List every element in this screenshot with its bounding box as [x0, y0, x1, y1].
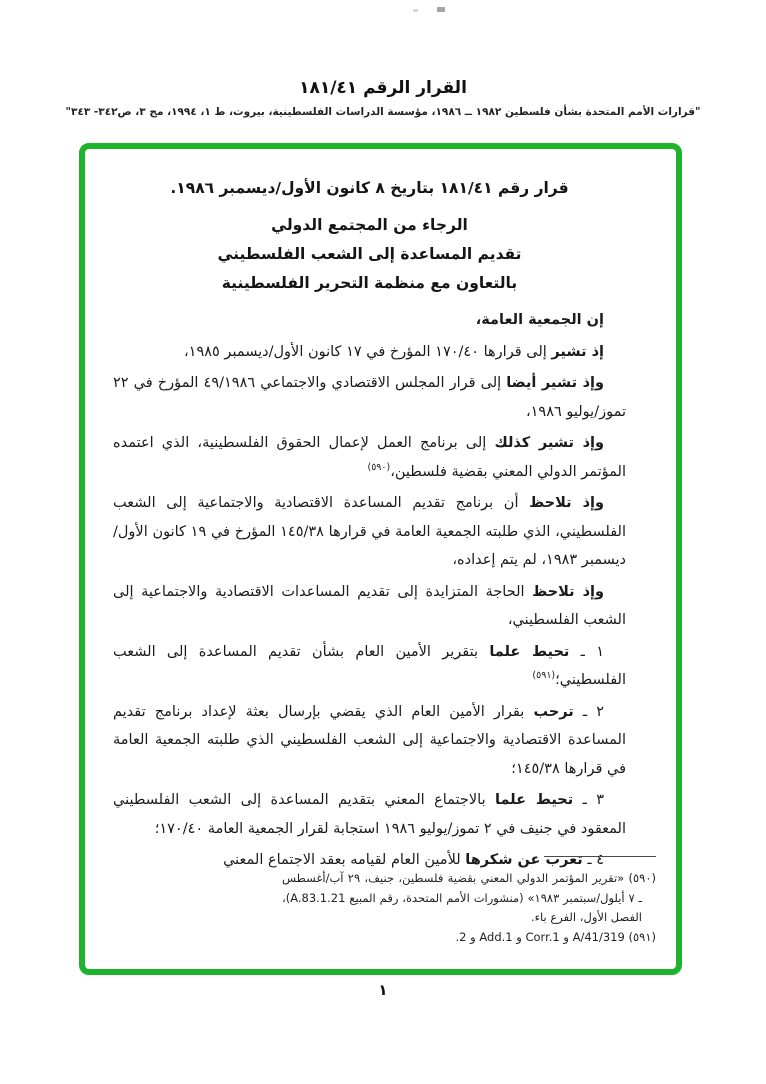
item-number: ٣ ـ [573, 792, 605, 808]
footnote: (٥٩١) A/41/319 و Corr.1 و Add.1 و 2. [455, 929, 656, 944]
item-number: ٢ ـ [573, 703, 604, 720]
footnote: (٥٩٠) «تقرير المؤتمر الدولي المعني بقضية فلسطين، جنيف، ٢٩ آب/أغسطس ـ ٧ أيلول/سبتمبر ١٩٨٣» (منشورات الأمم المتحدة، رقم المبيع A.83.1.21)، الفصل الأول، الفرع باء. [282, 871, 656, 924]
subtitle-line: تقديم المساعدة إلى الشعب الفلسطيني [217, 245, 522, 263]
body-paragraph: ٢ ـ ترحب بقرار الأمين العام الذي يقضي بإرسال بعثة لإعداد برنامج تقديم المساعدة الاقتصادية والاجتماعية إلى الشعب الفلسطيني الذي طلبته الجمعية العامة في قرارها ١٤٥/٣٨؛ [113, 703, 626, 777]
page-title: القرار الرقم ١٨١/٤١ [299, 78, 467, 98]
resolution-body [113, 306, 626, 875]
resolution-document [85, 149, 676, 969]
footnotes-section [282, 856, 656, 947]
body-paragraph: وإذ تشير أيضا إلى قرار المجلس الاقتصادي والاجتماعي ٤٩/١٩٨٦ المؤرخ في ٢٢ تموز/يوليو ١٩٨٦، [113, 375, 626, 420]
body-paragraph: ١ ـ تحيط علما بتقرير الأمين العام بشأن تقديم المساعدة إلى الشعب الفلسطيني؛$^{(٥٩١)}$ [113, 643, 626, 688]
body-paragraph: ٣ ـ تحيط علما بالاجتماع المعني بتقديم المساعدة إلى الشعب الفلسطيني المعقود في جنيف في ٢ تموز/يوليو ١٩٨٦ استجابة لقرار الجمعية العامة ١٧٠/٤٠؛ [113, 792, 626, 837]
body-paragraph: وإذ تلاحظ أن برنامج تقديم المساعدة الاقتصادية والاجتماعية إلى الشعب الفلسطيني، الذي طلبته الجمعية العامة في قرارها ١٤٥/٣٨ المؤرخ في ١٩ كانون الأول/ديسمبر ١٩٨٣، لم يتم إعداده، [113, 495, 626, 568]
footnote-ref: (٥٩٠) [367, 461, 391, 473]
page-number: ١ [378, 981, 388, 999]
body-paragraph: وإذ تشير كذلك إلى برنامج العمل لإعمال الحقوق الفلسطينية، الذي اعتمده المؤتمر الدولي المعني بقضية فلسطين،$^{(٥٩٠)}$ [113, 435, 626, 480]
item-number: ٤ ـ [582, 852, 604, 868]
resolution-box [79, 143, 682, 975]
scan-artifact [437, 7, 445, 12]
body-paragraph: ٤ ـ تعرب عن شكرها للأمين العام لقيامه بعقد الاجتماع المعني [223, 852, 604, 868]
subtitle-line: الرجاء من المجتمع الدولي [271, 216, 468, 234]
source-citation: "قرارات الأمم المتحدة بشأن فلسطين ١٩٨٢ ــ ١٩٨٦، مؤسسة الدراسات الفلسطينية، بيروت، ط ١، ١٩٩٤، مج ٣، ص٣٤٢- ٣٤٣" [65, 106, 701, 118]
footnote-ref: (٥٩١) [532, 670, 556, 682]
subtitle-line: بالتعاون مع منظمة التحرير الفلسطينية [221, 274, 518, 292]
body-paragraph: إن الجمعية العامة، [475, 312, 604, 328]
body-paragraph: إذ تشير إلى قرارها ١٧٠/٤٠ المؤرخ في ١٧ كانون الأول/ديسمبر ١٩٨٥، [183, 343, 604, 360]
scan-artifact [413, 9, 418, 12]
resolution-heading: قرار رقم ١٨١/٤١ بتاريخ ٨ كانون الأول/ديسمبر ١٩٨٦. [170, 179, 569, 197]
body-paragraph: وإذ تلاحظ الحاجة المتزايدة إلى تقديم المساعدات الاقتصادية والاجتماعية إلى الشعب الفلسطيني، [113, 583, 626, 628]
resolution-subtitle [113, 211, 626, 298]
footnote-separator [544, 856, 656, 857]
item-number: ١ ـ [569, 643, 604, 660]
